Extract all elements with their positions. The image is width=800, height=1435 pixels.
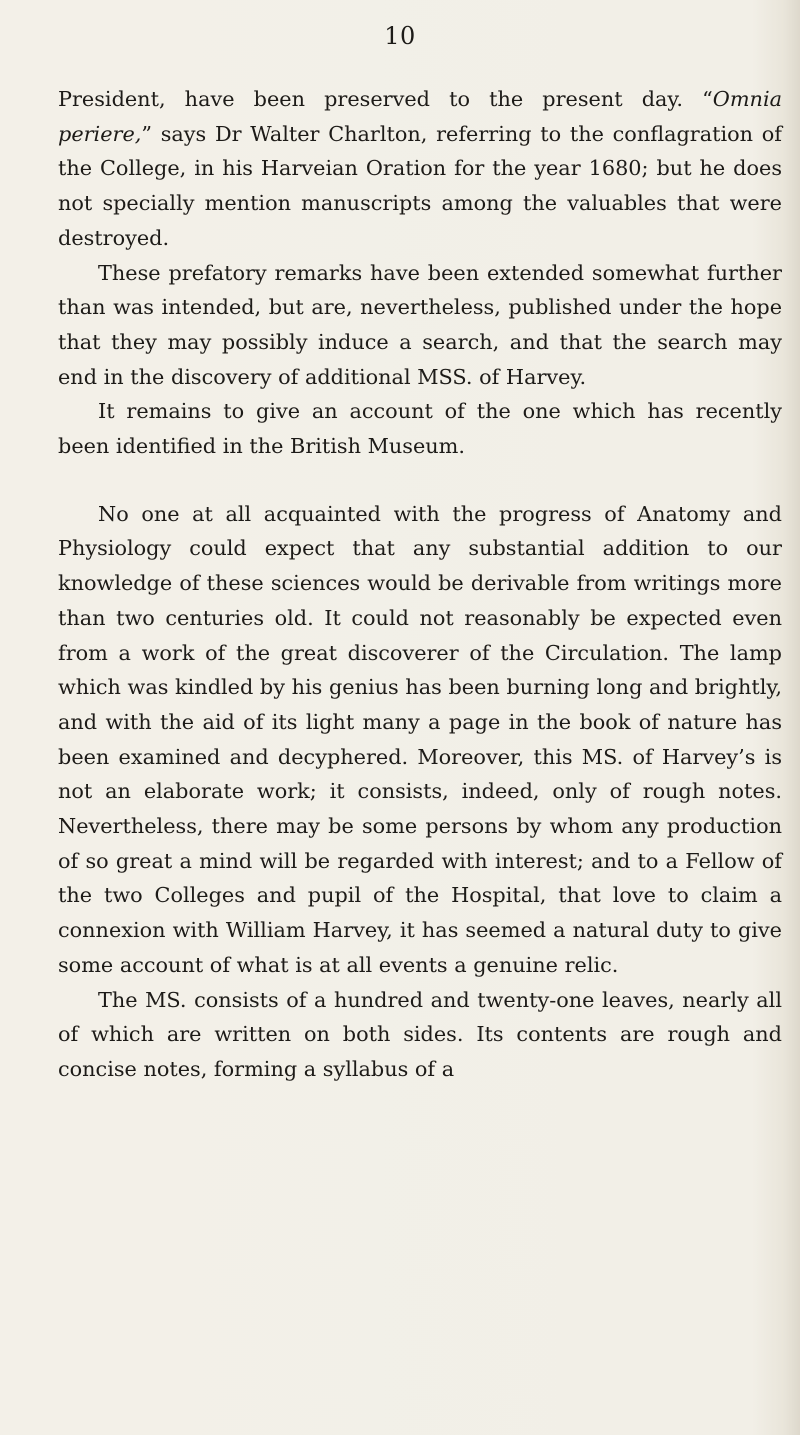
- paragraph-2: These prefatory remarks have been extended somewhat further than was intended, but are, nevertheless, published under the hope that they may possibly induce a search, and that the search may end in the discovery of additional MSS. of Harvey.: [58, 260, 782, 389]
- page-number: 10: [384, 22, 416, 50]
- paragraph-1-text-before: President, have been preserved to the present day. “: [58, 87, 713, 111]
- body-text: [58, 82, 782, 1087]
- paragraph-3: It remains to give an account of the one which has recently been identified in the British Museum.: [58, 399, 782, 459]
- paragraph-1-italic-quote: Omnia periere,: [58, 87, 782, 146]
- paragraph-1: [58, 82, 782, 256]
- paragraph-4: No one at all acquainted with the progress of Anatomy and Physiology could expect that any substantial addition to our knowledge of these sciences would be derivable from writings more than two centuries old. It could not reasonably be expected even from a work of the great discoverer of the Circulation. The lamp which was kindled by his genius has been burning long and brightly, and with the aid of its light many a page in the book of nature has been examined and decyphered. Moreover, this MS. of Harvey’s is not an elaborate work; it consists, indeed, only of rough notes. Nevertheless, there may be some persons by whom any production of so great a mind will be regarded with interest; and to a Fellow of the two Colleges and pupil of the Hospital, that love to claim a connexion with William Harvey, it has seemed a natural duty to give some account of what is at all events a genuine relic.: [58, 501, 782, 977]
- paragraph-5: The MS. consists of a hundred and twenty-one leaves, nearly all of which are written on both sides. Its contents are rough and concise notes, forming a syllabus of a: [58, 987, 782, 1081]
- paragraph-1-text-after: ” says Dr Walter Charlton, referring to the conflagration of the College, in his Harveian Oration for the year 1680; but he does not specially mention manuscripts among the valuables that were destroyed.: [58, 121, 782, 250]
